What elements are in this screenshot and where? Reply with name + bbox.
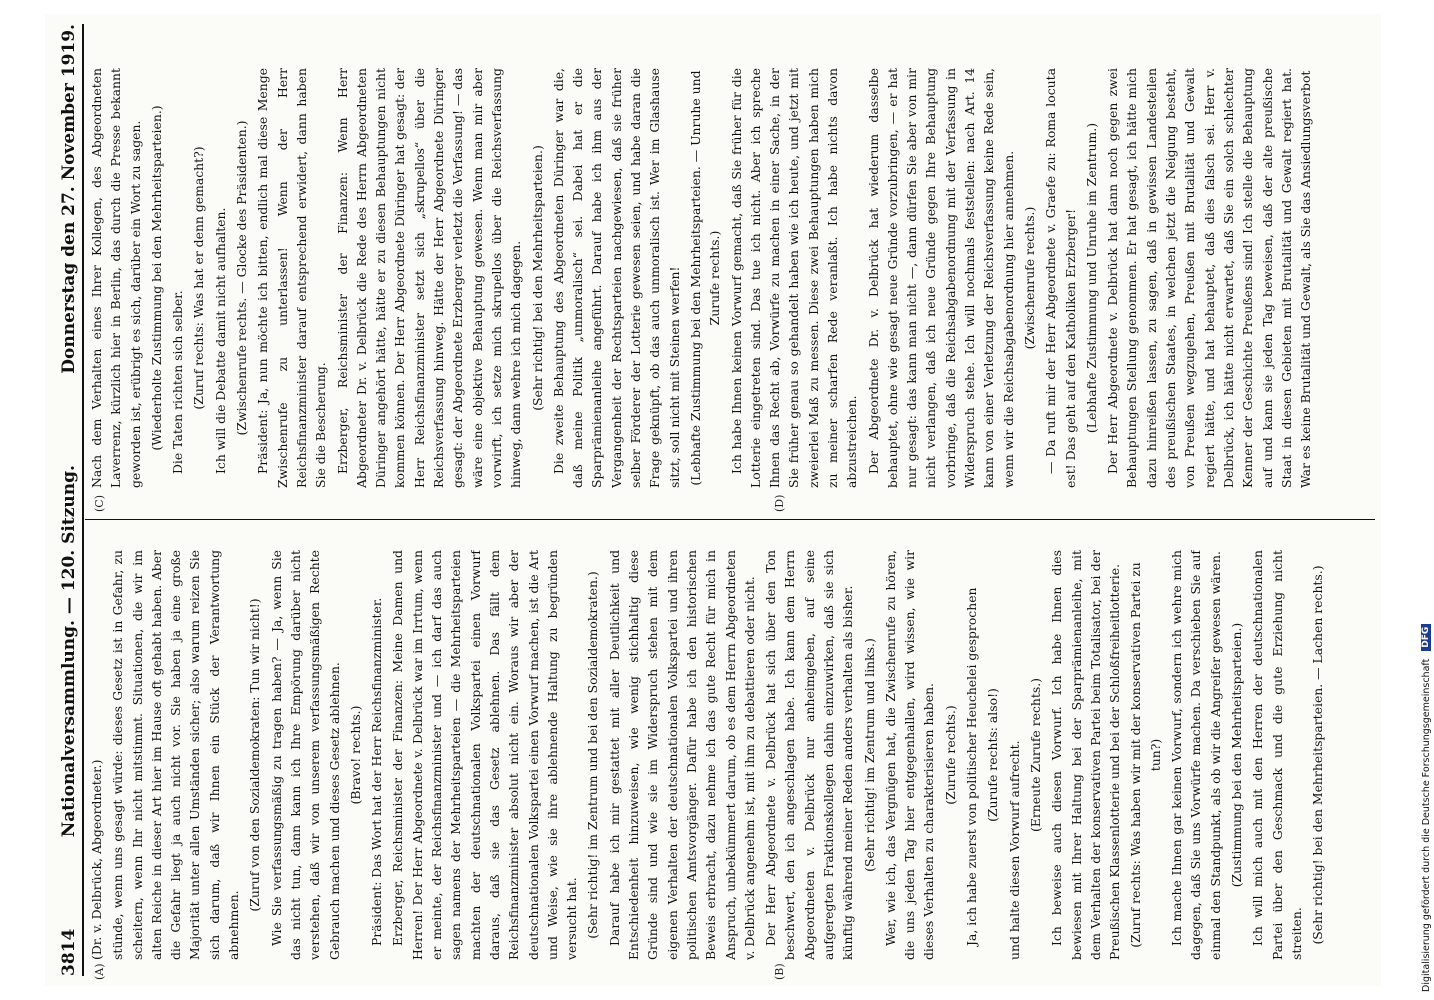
- digitization-credit: [1418, 8, 1434, 992]
- paragraph: Der Herr Abgeordnete v. Delbrück hat dann noch gegen zwei Behauptungen Stellung genommen. Er hat gesagt, ich hätte mich dazu hinreißen lassen, zu sagen, daß in gewissen Landesteilen des preußischen Staates, in welchen jetzt die Neigung besteht, von Preußen wegzugehen, Preußen mit Brutalität und Gewalt regiert hätte, und hat behauptet, daß dies falsch sei. Herr v. Delbrück, ich hätte nicht erwartet, daß Sie ein solch schlechter Kenner der Geschichte Preußens sind! Ich stelle die Behauptung auf und kann sie jeden Tag beweisen, daß der alte preußische Staat in diesen Gebieten mit Brutalität und Gewalt regiert hat. War es keine Brutalität und Gewalt, als Sie das Ansiedlungsverbot: [1105, 68, 1314, 488]
- paragraph: Wer, wie ich, das Vergnügen hat, die Zwischenrufe zu hören, die uns jeden Tag hier entgegenhallen, wird wissen, wie wir dieses Verhalten zu charakterisieren haben.: [882, 550, 937, 960]
- page-header: [51, 24, 84, 976]
- interjection: (Zuruf rechts: Was hat er denn gemacht?): [191, 146, 207, 410]
- paragraph: Die zweite Behauptung des Abgeordneten Düringer war die, daß meine Politik „unmoralisch“ sei. Dabei hat er die Sparprämienanleihe angeführt. Darauf habe ich ihm aus der Vergangenheit der Rechtsparteien nachgewiesen, daß sie früher selber Förderer der Lotterie gewesen seien, und habe daran die Frage geknüpft, ob das auch unmoralisch ist. Wer im Glashause sitzt, soll nicht mit Steinen werfen!: [550, 68, 682, 488]
- speaker-paragraph: Erzberger, Reichsminister der Finanzen: Meine Damen und Herren! Der Herr Abgeordnete v. Delbrück war im Irrtum, wenn er meinte, der Reichsfinanzminister und — ich darf das auch sagen namens der Mehrheitsparteien — die Mehrheitsparteien machten der deutschnationalen Volkspartei einen Vorwurf daraus, daß sie das Gesetz ablehnen. Das fällt dem Reichsfinanzminister absolut nicht ein. Woraus wir aber der deutschnationalen Volkspartei einen Vorwurf machen, ist die Art und Weise, wie sie ihre ablehnende Haltung zu begründen versucht hat.: [390, 550, 580, 960]
- interjection: (Zustimmung bei den Mehrheitsparteien.): [1228, 622, 1244, 888]
- paragraph: Ich will mich auch mit den Herren der deutschnationalen Partei über den Geschmack und die gute Erziehung nicht streiten.: [1250, 550, 1304, 960]
- dfg-logo: DFG: [1421, 624, 1431, 651]
- paragraph: Ich mache Ihnen gar keinen Vorwurf, sondern ich wehre mich dagegen, daß Sie uns Vorwürfe machen. Da verschieben Sie auf einmal den Standpunkt, als ob wir die Angreifer gewesen wären.: [1169, 550, 1223, 960]
- page-content: [45, 14, 1381, 986]
- interjection: (Sehr richtig! bei den Mehrheitsparteien.): [529, 145, 545, 411]
- interjection: (Zuruf von den Sozialdemokraten: Tun wir nicht!): [247, 598, 263, 912]
- interjection: (Zurufe rechts.): [942, 705, 958, 805]
- paragraph: Nach dem Verhalten eines Ihrer Kollegen, des Abgeordneten Laverrenz, kürzlich hier in Berlin, das durch die Presse bekannt geworden ist, erübrigt es sich, darüber ein Wort zu sagen.: [89, 68, 143, 488]
- page-number: 3814: [59, 928, 79, 976]
- paragraph: und halte diesen Vorwurf aufrecht.: [1006, 740, 1022, 960]
- assembly-title: Nationalversammlung. — 120. Sitzung.: [59, 465, 79, 838]
- scanned-page: [45, 14, 1381, 986]
- interjection: (Lebhafte Zustimmung und Unruhe im Zentrum.): [1083, 122, 1099, 434]
- interjection: (Zurufe rechts: also!): [985, 688, 1001, 822]
- speaker-continuation: (Dr. v. Delbrück, Abgeordneter.): [89, 759, 104, 960]
- session-date: Donnerstag den 27. November 1919.: [59, 24, 79, 374]
- paragraph: Ich beweise auch diesen Vorwurf. Ich habe Ihnen dies bewiesen mit Ihrer Haltung bei der Sparprämienanleihe, mit dem Verhalten der konservativen Partei beim Totalisator, bei der Preußischen Klassenlotterie und bei der Schloßfreiheitlotterie.: [1049, 550, 1123, 960]
- paragraph: Ja, ich habe zuerst von politischer Heuchelei gesprochen: [964, 587, 980, 946]
- speaker-paragraph: Präsident: Ja, nun möchte ich bitten, endlich mal diese Menge Zwischenrufe zu unterlassen! Wenn der Herr Reichsfinanzminister darauf entsprechend erwidert, dann haben Sie die Bescherung.: [255, 68, 329, 488]
- paragraph: Der Abgeordnete Dr. v. Delbrück hat wiederum dasselbe behauptet, ohne wie gesagt neue Gründe vorzubringen, — er hat nur gesagt: das kann man nicht —, dann dürfen Sie aber von mir nicht verlangen, daß ich neue Gründe gegen Ihre Behauptung vorbringe, daß die Reichsabgabenordnung mit der Verfassung in Widerspruch stehe. Ich will nochmals feststellen: nach Art. 14 kann von einer Verletzung der Reichsverfassung keine Rede sein, wenn wir die Reichsabgabenordnung hier annehmen.: [865, 68, 1016, 488]
- paragraph: Ich will die Debatte damit nicht aufhalten.: [212, 207, 228, 474]
- interjection: (Sehr richtig! im Zentrum und bei den Sozialdemokraten.): [585, 571, 601, 939]
- paragraph: Ich habe Ihnen keinen Vorwurf gemacht, daß Sie früher für die Lotterie eingetreten sind. Das tue ich nicht. Aber ich spreche Ihnen das Recht ab, Vorwürfe zu machen in einer Sache, in der Sie früher genau so gehandelt haben wie ich heute, und jetzt mit zweierlei Maß zu messen. Diese zwei Behauptungen haben mich zu meiner scharfen Rede veranlaßt. Ich habe nichts davon abzustreichen.: [728, 68, 860, 488]
- right-column: [87, 68, 1373, 488]
- margin-marker-d: (D): [773, 494, 786, 512]
- interjection: (Lebhafte Zustimmung bei den Mehrheitsparteien. — Unruhe und Zurufe rechts.): [687, 70, 723, 486]
- interjection: (Zwischenrufe rechts.): [1021, 206, 1037, 350]
- margin-marker-a: (A): [93, 963, 106, 980]
- interjection: (Wiederholte Zustimmung bei den Mehrheitsparteien.): [148, 105, 164, 451]
- speaker-paragraph: Präsident: Das Wort hat der Herr Reichsfinanzminister.: [369, 597, 385, 946]
- margin-marker-b: (B): [773, 963, 786, 980]
- paragraph: Darauf habe ich mir gestattet mit aller Deutlichkeit und Entschiedenheit hinzuweisen, wie wenig stichhaltig diese Gründe sind und wie sie im Widerspruch stehen mit dem eigenen Verhalten der deutschnationalen Volkspartei und ihren politischen Amtsvorgänger. Dafür habe ich den historischen Beweis erbracht, dazu nehme ich das gute Recht für mich in Anspruch, unbekümmert darum, ob es dem Herrn Abgeordneten v. Delbrück angenehm ist, mit ihm zu debattieren oder nicht.: [606, 550, 757, 960]
- paragraph: stünde, wenn uns gesagt würde: dieses Gesetz ist in Gefahr, zu scheitern, wenn Ihr nicht mitstimmt. Situationen, die wir im alten Reiche in dieser Art hier im Hause oft gehabt haben. Aber die Gefahr liegt ja auch nicht vor. Sie haben ja eine große Majorität unter allen Umständen sicher; also warum reizen Sie sich darum, daß wir Ihnen ein Stück der Verantwortung abnehmen.: [110, 550, 242, 960]
- paragraph: Der Herr Abgeordnete v. Delbrück hat sich über den Ton beschwert, den ich angeschlagen habe. Ich kann dem Herrn Abgeordneten v. Delbrück nur anheimgeben, auf seine aufgeregten Fraktionskollegen dahin einzuwirken, daß sie sich künftig während meiner Reden anders verhalten als bisher.: [763, 550, 856, 960]
- interjection: (Zuruf rechts: Was haben wir mit der konservativen Partei zu tun?): [1128, 562, 1163, 948]
- interjection: (Bravo! rechts.): [347, 705, 363, 805]
- interjection: (Sehr richtig! im Zentrum und links.): [861, 638, 877, 872]
- paragraph: Die Taten richten sich selber.: [170, 290, 186, 474]
- paragraph: — Da ruft mir der Herr Abgeordnete v. Graefe zu: Roma locuta est! Das geht auf den Katholiken Erzberger!: [1043, 68, 1078, 488]
- column-divider: [85, 519, 1375, 520]
- paragraph: Wie Sie verfassungsmäßig zu tragen haben? — Ja, wenn Sie das nicht tun, dann kann ich Ihre Empörung darüber nicht verstehen, daß wir von unserem verfassungsmäßigen Rechte Gebrauch machen und dieses Gesetz ablehnen.: [268, 550, 342, 960]
- interjection: (Sehr richtig! bei den Mehrheitsparteien. — Lachen rechts.): [1310, 565, 1326, 945]
- interjection: (Erneute Zurufe rechts.): [1027, 678, 1043, 832]
- digitization-note: Digitalisierung gefördert durch die Deutsche Forschungsgemeinschaft: [1420, 658, 1432, 992]
- margin-marker-c: (C): [93, 495, 106, 512]
- left-column: [87, 550, 1373, 960]
- speaker-paragraph: Erzberger, Reichsminister der Finanzen: Wenn Herr Abgeordneter Dr. v. Delbrück die Rede des Herrn Abgeordneten Düringer angehört hätte, hätte er zu diesen Behauptungen nicht kommen können. Der Herr Abgeordnete Düringer hat gesagt: der Herr Reichsfinanzminister setzt sich „skrupellos“ über die Reichsverfassung hinweg. Hätte der Herr Abgeordnete Düringer gesagt: der Abgeordnete Erzberger verletzt die Verfassung! — das wäre eine objektive Behauptung gewesen. Wenn man mir aber vorwirft, ich setze mich skrupellos über die Reichsverfassung hinweg, dann wehre ich mich dagegen.: [334, 68, 524, 488]
- interjection: (Zwischenrufe rechts. — Glocke des Präsidenten.): [234, 120, 250, 436]
